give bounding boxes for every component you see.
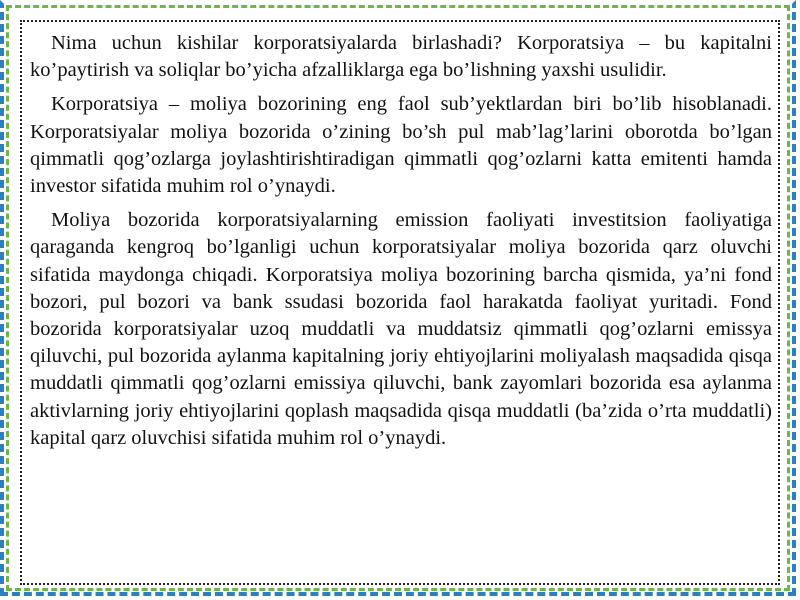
document-body <box>30 30 772 459</box>
paragraph-1: Nima uchun kishilar korporatsiyalarda birlashadi? Korporatsiya – bu kapitalni ko’paytirish va soliqlar bo’yicha afzalliklarga ega bo’lishning yaxshi usulidir. <box>30 32 772 82</box>
paragraph-3: Moliya bozorida korporatsiyalarning emission faoliyati investitsion faoliyatiga qaraganda kengroq bo’lganligi uchun korporatsiyalar moliya bozorida qarz oluvchi sifatida maydonga chiqadi. Korporatsiya moliya bozorining barcha qismida, ya’ni fond bozori, pul bozori va bank ssudasi bozorida faol harakatda faoliyat yuritadi. Fond bozorida korporatsiyalar uzoq muddatli va muddatsiz qimmatli qog’ozlarni emissya qiluvchi, pul bozorida aylanma kapitalning joriy ehtiyojlarini moliyalash maqsadida qisqa muddatli qimmatli qog’ozlarni emissiya qiluvchi, bank zayomlari bozorida esa aylanma aktivlarning joriy ehtiyojlarini qoplash maqsadida qisqa muddatli (ba’zida o’rta muddatli) kapital qarz oluvchisi sifatida muhim rol o’ynaydi. <box>30 209 772 449</box>
text-box <box>20 20 780 585</box>
paragraph-2: Korporatsiya – moliya bozorining eng faol sub’yektlardan biri bo’lib hisoblanadi. Korporatsiyalar moliya bozorida o’zining bo’sh pul mab’lag’larini oborotda bo’lgan qimmatli qog’ozlarga joylashtirishtiradigan qimmatli qog’ozlarni katta emitenti hamda investor sifatida muhim rol o’ynaydi. <box>30 93 772 198</box>
